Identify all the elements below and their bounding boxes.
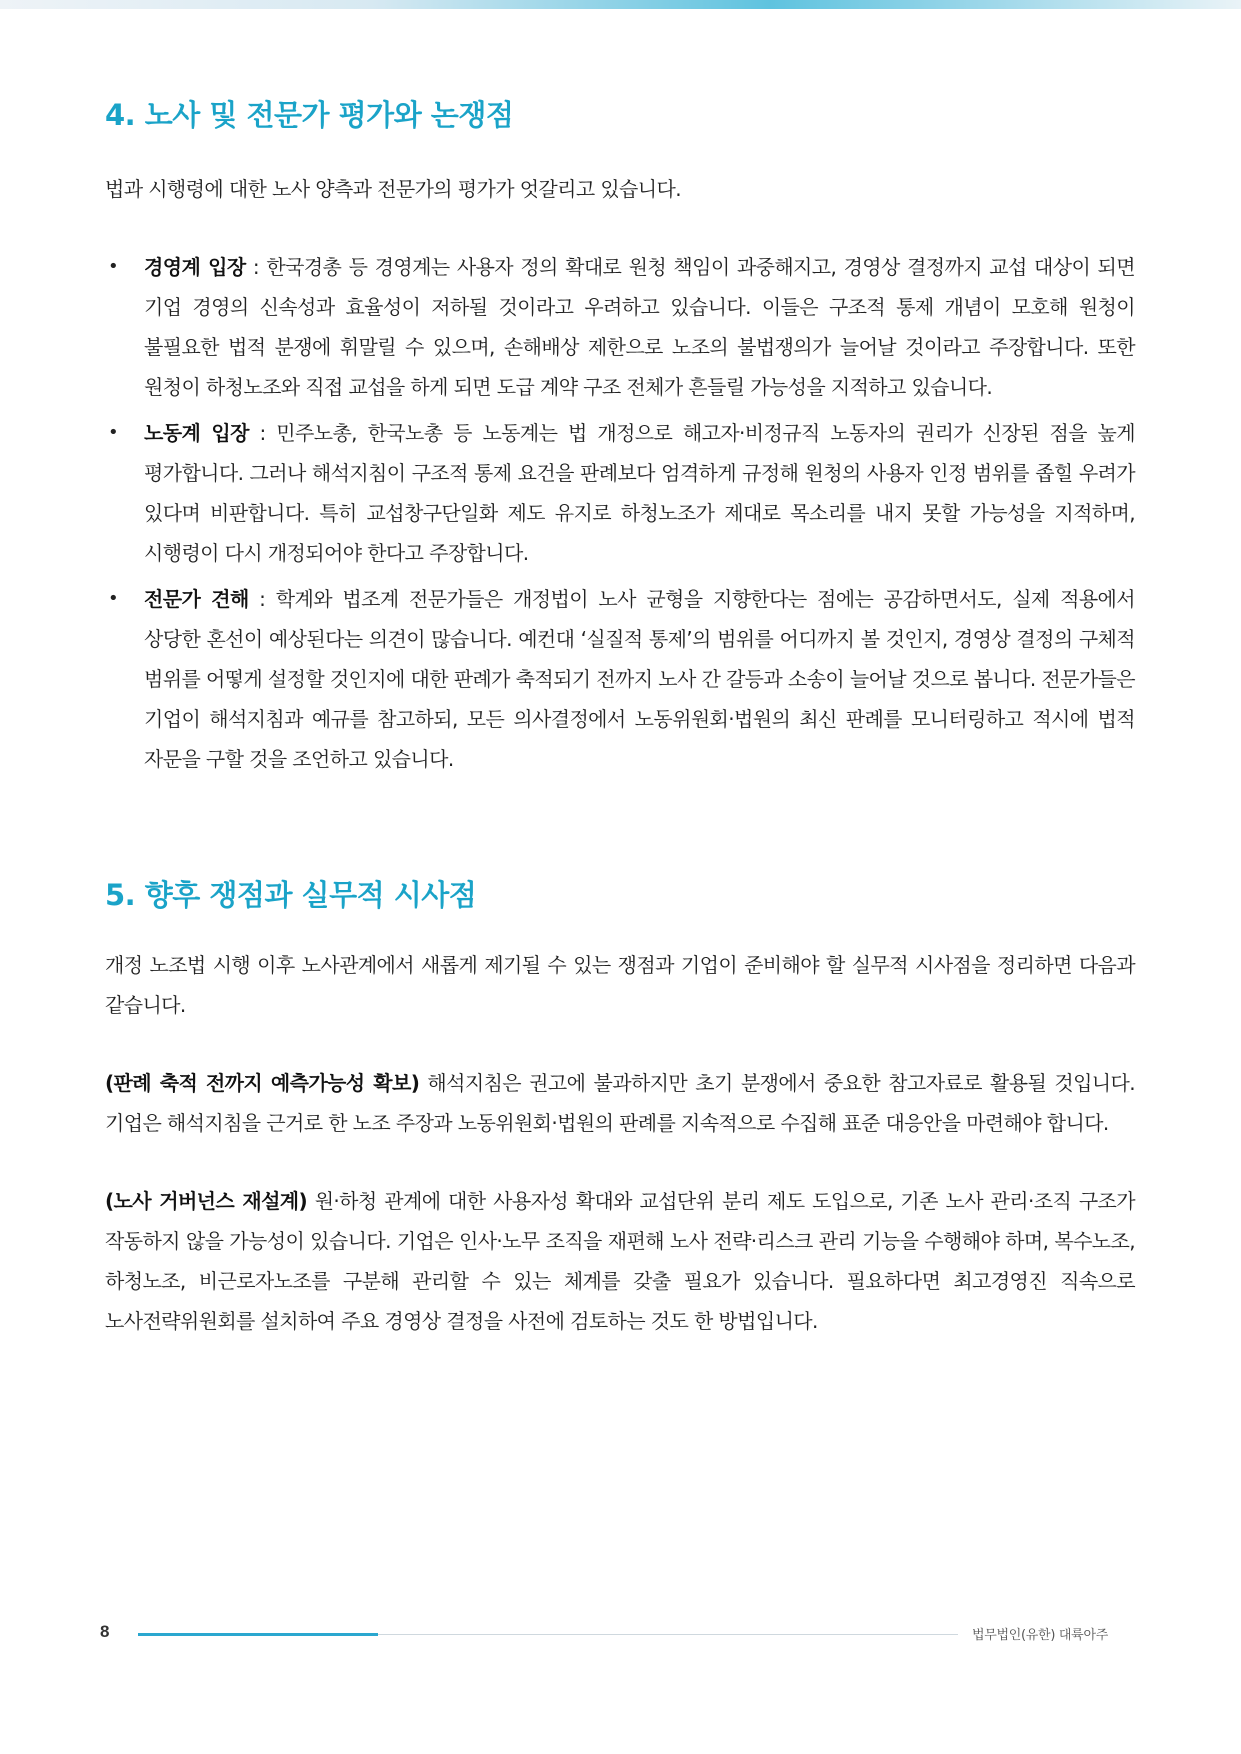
paragraph-lead: (노사 거버넌스 재설계) — [105, 1189, 308, 1213]
section-4-bullet-list — [105, 247, 1135, 779]
bullet-labor-position — [105, 413, 1135, 573]
bullet-lead: 전문가 견해 — [144, 587, 249, 611]
page-number: 8 — [100, 1622, 110, 1641]
footer-accent-rule — [138, 1633, 378, 1636]
bullet-text: : 한국경총 등 경영계는 사용자 정의 확대로 원청 책임이 과중해지고, 경영상 결정까지 교섭 대상이 되면 기업 경영의 신속성과 효율성이 저하될 것이라고 우려하고 있습니다. 이들은 구조적 통제 개념이 모호해 원청이 불필요한 법적 분쟁에 휘말릴 수 있으며, 손해배상 제한으로 노조의 불법쟁의가 늘어날 것이라고 주장합니다. 또한 원청이 하청노조와 직접 교섭을 하게 되면 도급 계약 구조 전체가 흔들릴 가능성을 지적하고 있습니다. — [144, 255, 1135, 399]
bullet-dot-icon: • — [108, 422, 119, 443]
paragraph-text: 원·하청 관계에 대한 사용자성 확대와 교섭단위 분리 제도 도입으로, 기존 노사 관리·조직 구조가 작동하지 않을 가능성이 있습니다. 기업은 인사·노무 조직을 재편해 노사 전략·리스크 관리 기능을 수행해야 하며, 복수노조, 하청노조, 비근로자노조를 구분해 관리할 수 있는 체계를 갖출 필요가 있습니다. 필요하다면 최고경영진 직속으로 노사전략위원회를 설치하여 주요 경영상 결정을 사전에 검토하는 것도 한 방법입니다. — [105, 1189, 1135, 1333]
top-decorative-band — [0, 0, 1241, 9]
section-5-title: 5. 향후 쟁점과 실무적 시사점 — [105, 878, 477, 912]
page-footer — [0, 1620, 1241, 1650]
paragraph-lead: (판례 축적 전까지 예측가능성 확보) — [105, 1071, 420, 1095]
section-5-paragraph-precedent — [105, 1063, 1135, 1143]
bullet-text: : 민주노총, 한국노총 등 노동계는 법 개정으로 해고자·비정규직 노동자의 권리가 신장된 점을 높게 평가합니다. 그러나 해석지침이 구조적 통제 요건을 판례보다 엄격하게 규정해 원청의 사용자 인정 범위를 좁힐 우려가 있다며 비판합니다. 특히 교섭창구단일화 제도 유지로 하청노조가 제대로 목소리를 내지 못할 가능성을 지적하며, 시행령이 다시 개정되어야 한다고 주장합니다. — [144, 421, 1135, 565]
bullet-lead: 노동계 입장 — [144, 421, 249, 445]
bullet-text: : 학계와 법조계 전문가들은 개정법이 노사 균형을 지향한다는 점에는 공감하면서도, 실제 적용에서 상당한 혼선이 예상된다는 의견이 많습니다. 예컨대 ‘실질적 통제’의 범위를 어디까지 볼 것인지, 경영상 결정의 구체적 범위를 어떻게 설정할 것인지에 대한 판례가 축적되기 전까지 노사 간 갈등과 소송이 늘어날 것으로 봅니다. 전문가들은 기업이 해석지침과 예규를 참고하되, 모든 의사결정에서 노동위원회·법원의 최신 판례를 모니터링하고 적시에 법적 자문을 구할 것을 조언하고 있습니다. — [144, 587, 1135, 771]
section-5-intro: 개정 노조법 시행 이후 노사관계에서 새롭게 제기될 수 있는 쟁점과 기업이 준비해야 할 실무적 시사점을 정리하면 다음과 같습니다. — [105, 953, 1135, 1017]
paragraph-text: 해석지침은 권고에 불과하지만 초기 분쟁에서 중요한 참고자료로 활용될 것입니다. 기업은 해석지침을 근거로 한 노조 주장과 노동위원회·법원의 판례를 지속적으로 수집해 표준 대응안을 마련해야 합니다. — [105, 1071, 1135, 1135]
document-body — [105, 95, 1135, 1341]
bullet-dot-icon: • — [108, 256, 119, 277]
footer-divider-rule — [378, 1634, 958, 1635]
bullet-management-position — [105, 247, 1135, 407]
bullet-lead: 경영계 입장 — [144, 255, 246, 279]
firm-name: 법무법인(유한) 대륙아주 — [972, 1628, 1108, 1643]
bullet-dot-icon: • — [108, 588, 119, 609]
section-5-paragraph-governance — [105, 1181, 1135, 1341]
section-4-title: 4. 노사 및 전문가 평가와 논쟁점 — [105, 98, 514, 132]
bullet-expert-view — [105, 579, 1135, 779]
section-4-intro: 법과 시행령에 대한 노사 양측과 전문가의 평가가 엇갈리고 있습니다. — [105, 177, 681, 201]
